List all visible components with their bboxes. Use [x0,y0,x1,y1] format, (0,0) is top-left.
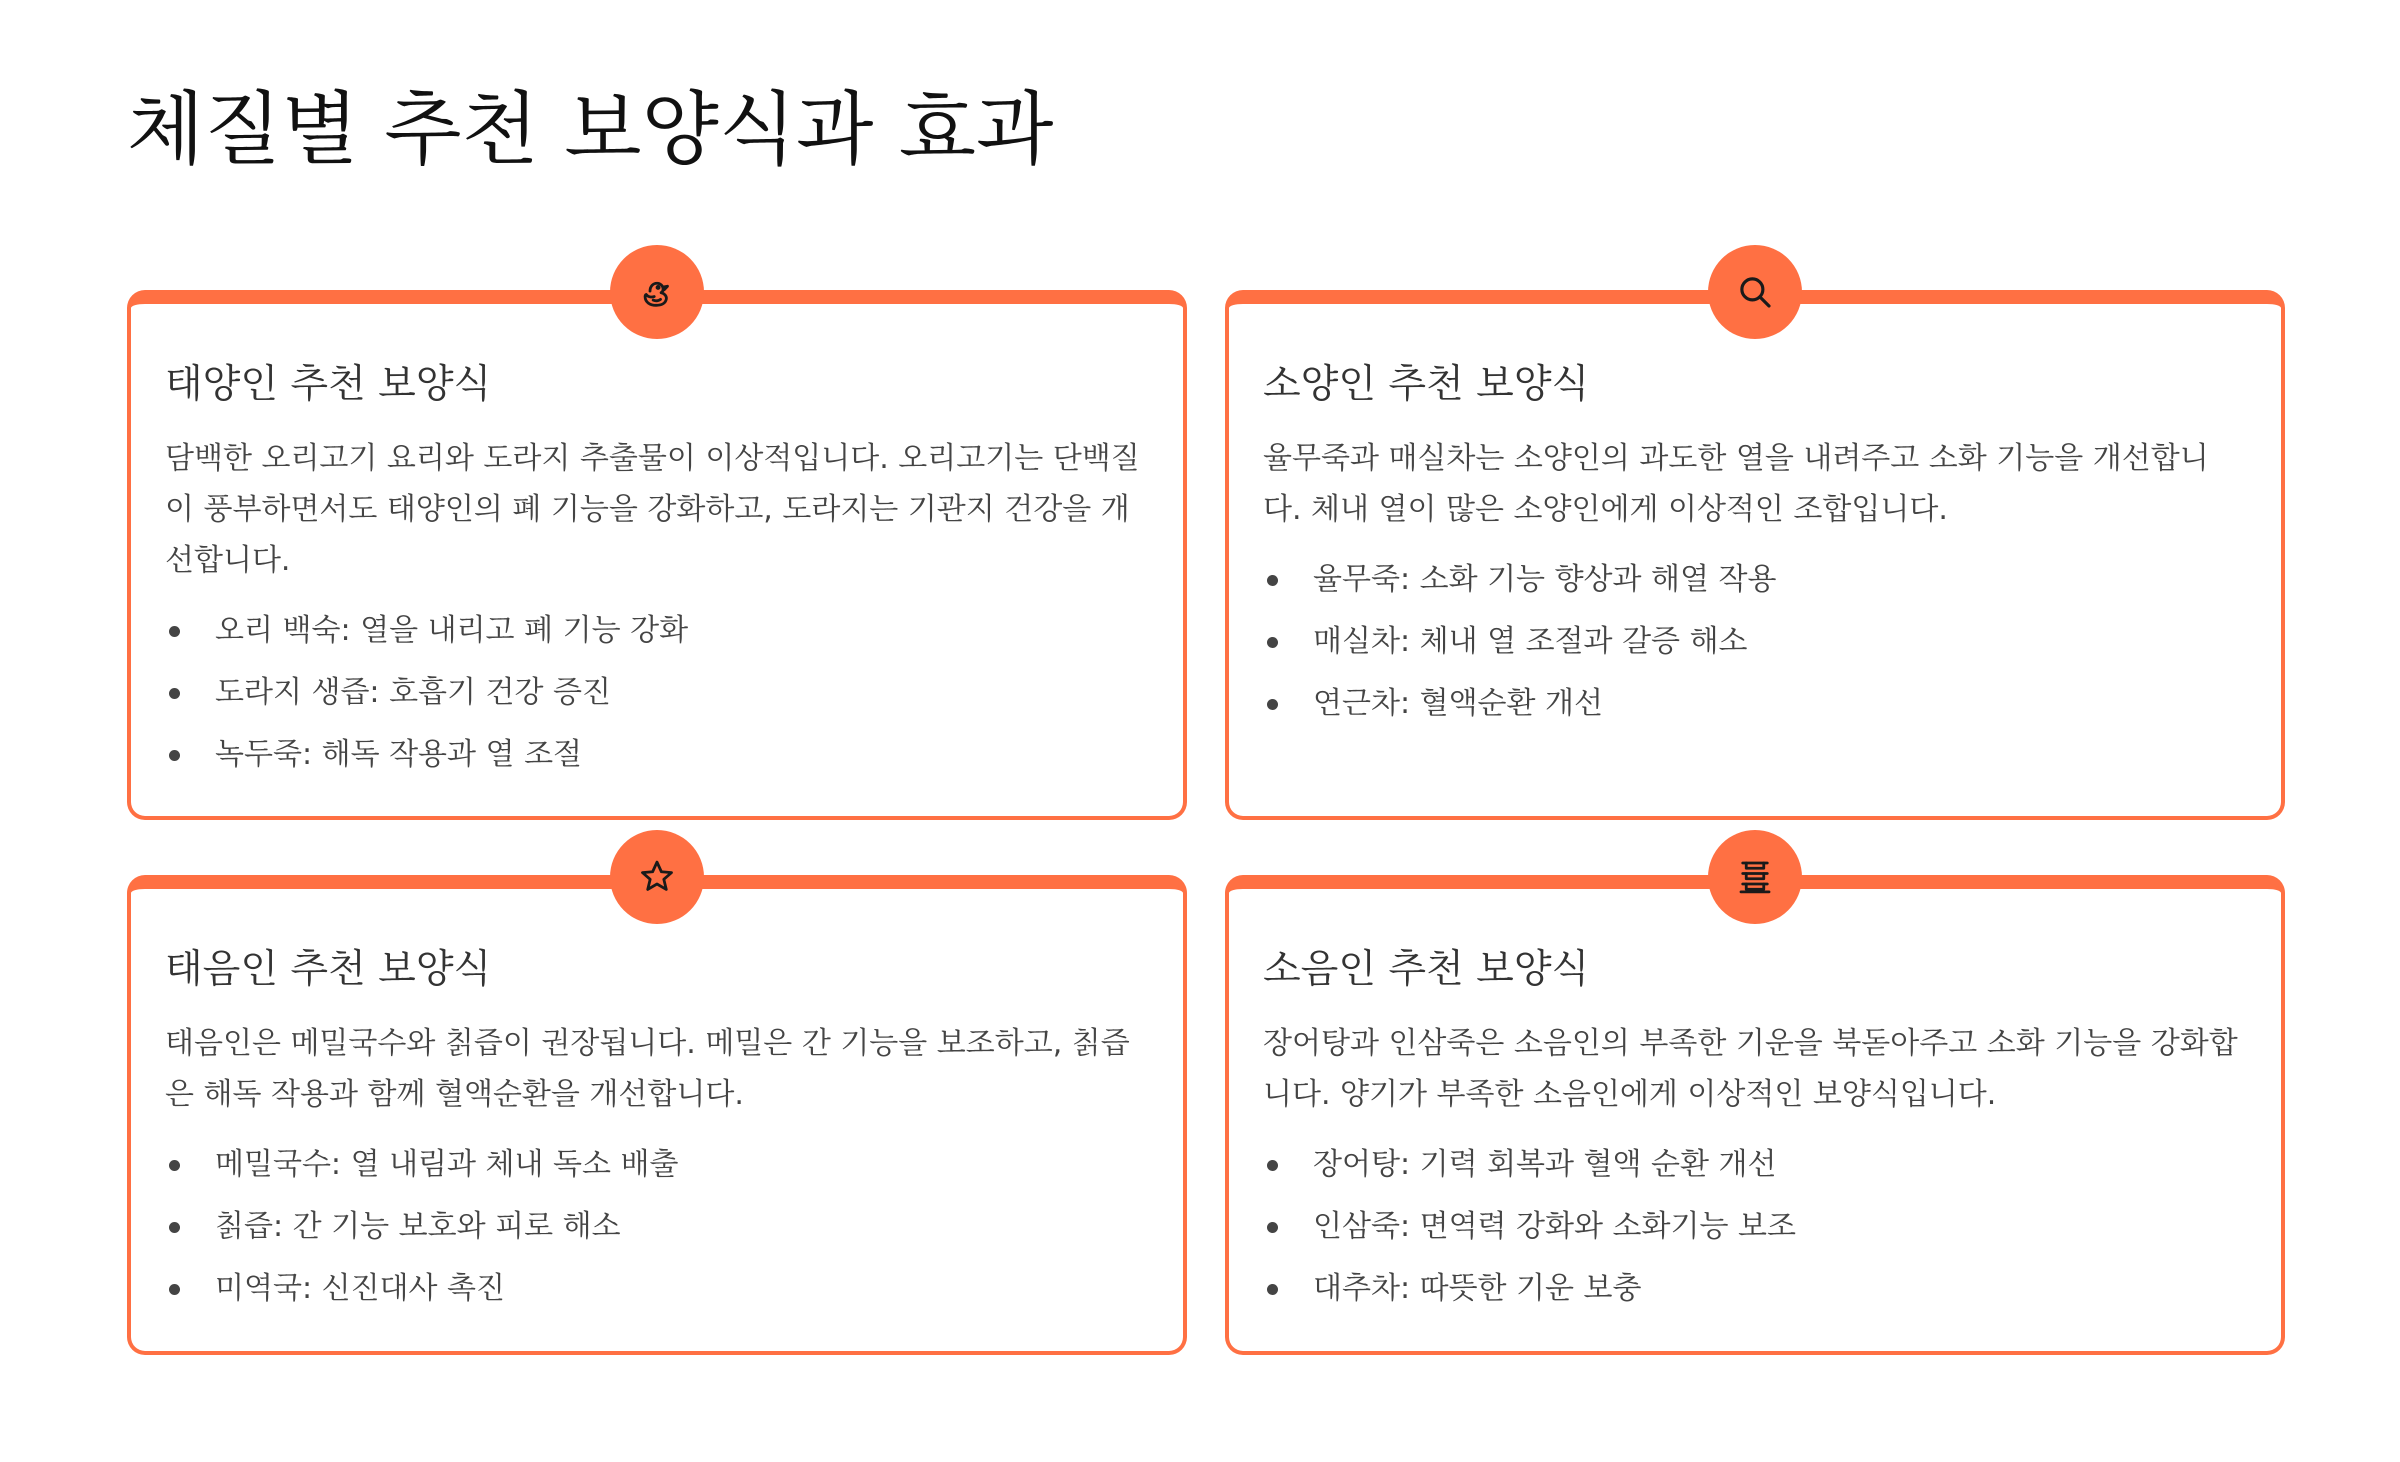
list-item [165,1196,1149,1258]
bullet-icon [1267,1160,1278,1171]
list-item-text: 오리 백숙: 열을 내리고 폐 기능 강화 [215,612,689,648]
bullet-icon [169,1222,180,1233]
duck-icon [636,271,678,313]
list-item-text: 인삼죽: 면역력 강화와 소화기능 보조 [1313,1208,1796,1244]
card-description: 담백한 오리고기 요리와 도라지 추출물이 이상적입니다. 오리고기는 단백질이 풍부하면서도 태양인의 폐 기능을 강화하고, 도라지는 기관지 건강을 개선합니다. [165,440,1140,578]
card-description: 태음인은 메밀국수와 칡즙이 권장됩니다. 메밀은 간 기능을 보조하고, 칡즙은 해독 작용과 함께 혈액순환을 개선합니다. [165,1025,1130,1112]
bullet-icon [1267,575,1278,586]
list-item-text: 녹두죽: 해독 작용과 열 조절 [215,736,583,772]
card-title: 태양인 추천 보양식 [165,362,492,407]
bullet-icon [169,626,180,637]
page-title: 체질별 추천 보양식과 효과 [127,83,1054,176]
list-item-text: 율무죽: 소화 기능 향상과 해열 작용 [1313,561,1777,597]
bullet-icon [1267,699,1278,710]
bullet-icon [1267,1284,1278,1295]
bullet-icon [169,750,180,761]
list-item-text: 매실차: 체내 열 조절과 갈증 해소 [1313,623,1748,659]
card-taeumin [127,875,1187,1355]
card-icon-badge [610,830,704,924]
stack-icon [1734,856,1776,898]
list-item [165,1134,1149,1196]
search-icon [1734,271,1776,313]
card-list [1263,549,2247,735]
list-item [165,724,1149,786]
card-list [165,600,1149,786]
card-description: 장어탕과 인삼죽은 소음인의 부족한 기운을 북돋아주고 소화 기능을 강화합니다. 양기가 부족한 소음인에게 이상적인 보양식입니다. [1263,1025,2238,1112]
card-soyangin [1225,290,2285,820]
list-item [1263,673,2247,735]
card-icon-badge [1708,245,1802,339]
list-item [165,662,1149,724]
bullet-icon [169,688,180,699]
bullet-icon [169,1284,180,1295]
card-soeumin [1225,875,2285,1355]
list-item-text: 칡즙: 간 기능 보호와 피로 해소 [215,1208,621,1244]
star-icon [636,856,678,898]
card-list [165,1134,1149,1320]
card-title: 소음인 추천 보양식 [1263,947,1590,992]
bullet-icon [1267,637,1278,648]
list-item [165,600,1149,662]
card-icon-badge [610,245,704,339]
list-item-text: 장어탕: 기력 회복과 혈액 순환 개선 [1313,1146,1777,1182]
card-description: 율무죽과 매실차는 소양인의 과도한 열을 내려주고 소화 기능을 개선합니다. 체내 열이 많은 소양인에게 이상적인 조합입니다. [1263,440,2209,527]
list-item [1263,1258,2247,1320]
list-item [1263,549,2247,611]
recommendation-grid [127,245,2285,1355]
card-title: 소양인 추천 보양식 [1263,362,1590,407]
card-icon-badge [1708,830,1802,924]
list-item [165,1258,1149,1320]
list-item [1263,611,2247,673]
list-item [1263,1196,2247,1258]
list-item-text: 연근차: 혈액순환 개선 [1313,685,1603,721]
bullet-icon [1267,1222,1278,1233]
card-list [1263,1134,2247,1320]
card-title: 태음인 추천 보양식 [165,947,492,992]
list-item-text: 대추차: 따뜻한 기운 보충 [1313,1270,1642,1306]
list-item-text: 메밀국수: 열 내림과 체내 독소 배출 [215,1146,679,1182]
list-item-text: 미역국: 신진대사 촉진 [215,1270,505,1306]
bullet-icon [169,1160,180,1171]
list-item [1263,1134,2247,1196]
card-taeyangin [127,290,1187,820]
list-item-text: 도라지 생즙: 호흡기 건강 증진 [215,674,612,710]
